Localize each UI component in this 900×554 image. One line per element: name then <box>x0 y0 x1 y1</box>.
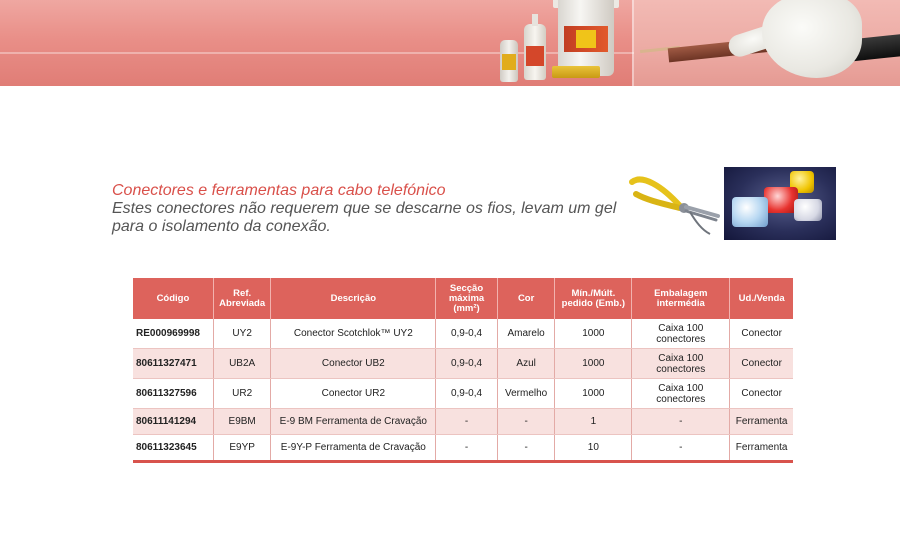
cell-descricao: E-9 BM Ferramenta de Cravação <box>271 409 436 435</box>
red-connector <box>764 187 798 213</box>
top-banner <box>0 0 900 86</box>
cell-cor: Vermelho <box>497 379 555 409</box>
cell-embalagem: - <box>632 409 730 435</box>
cell-embalagem: Caixa 100 conectores <box>632 379 730 409</box>
table-row <box>133 435 793 462</box>
section-subtitle-line1: Estes conectores não requerem que se descarne os fios, levam um gel <box>112 200 617 217</box>
product-table <box>133 278 793 463</box>
bucket <box>558 0 614 76</box>
cell-embalagem: Caixa 100 conectores <box>632 349 730 379</box>
cell-codigo: 80611141294 <box>133 409 213 435</box>
cell-min: 10 <box>555 435 632 462</box>
cell-embalagem: - <box>632 435 730 462</box>
clear-connector <box>794 199 822 221</box>
cell-seccao: 0,9-0,4 <box>436 379 498 409</box>
cell-min: 1 <box>555 409 632 435</box>
table-header-row <box>133 278 793 319</box>
cell-descricao: Conector Scotchlok™ UY2 <box>271 319 436 349</box>
table-row <box>133 349 793 379</box>
cell-cor: - <box>497 409 555 435</box>
cell-embalagem: Caixa 100 conectores <box>632 319 730 349</box>
cell-codigo: 80611327596 <box>133 379 213 409</box>
scotchlok-connectors-photo <box>724 167 836 240</box>
banner-divider <box>632 0 634 86</box>
cell-ref: E9BM <box>213 409 271 435</box>
bottle <box>524 24 546 80</box>
section-subtitle-line2: para o isolamento da conexão. <box>112 218 331 235</box>
cell-cor: - <box>497 435 555 462</box>
cell-descricao: Conector UB2 <box>271 349 436 379</box>
blue-connector <box>732 197 768 227</box>
header-ud: Ud./Venda <box>730 278 793 319</box>
cell-min: 1000 <box>555 379 632 409</box>
header-codigo: Código <box>133 278 213 319</box>
header-min: Mín./Múlt. pedido (Emb.) <box>555 278 632 319</box>
cell-seccao: 0,9-0,4 <box>436 349 498 379</box>
section-title: Conectores e ferramentas para cabo telefónico <box>112 182 446 199</box>
cell-ref: UB2A <box>213 349 271 379</box>
cell-ref: UY2 <box>213 319 271 349</box>
cell-ud: Conector <box>730 379 793 409</box>
cell-seccao: - <box>436 409 498 435</box>
header-embalagem: Embalagem intermédia <box>632 278 730 319</box>
cell-ref: UR2 <box>213 379 271 409</box>
cell-ud: Ferramenta <box>730 435 793 462</box>
table-row <box>133 379 793 409</box>
cell-ud: Ferramenta <box>730 409 793 435</box>
cell-cor: Azul <box>497 349 555 379</box>
header-cor: Cor <box>497 278 555 319</box>
cell-descricao: E-9Y-P Ferramenta de Cravação <box>271 435 436 462</box>
cell-min: 1000 <box>555 319 632 349</box>
cell-seccao: 0,9-0,4 <box>436 319 498 349</box>
cell-ref: E9YP <box>213 435 271 462</box>
cell-min: 1000 <box>555 349 632 379</box>
table-row <box>133 319 793 349</box>
cell-ud: Conector <box>730 349 793 379</box>
cell-codigo: RE000969998 <box>133 319 213 349</box>
header-descricao: Descrição <box>271 278 436 319</box>
header-seccao: Secção máxima (mm²) <box>436 278 498 319</box>
cell-ud: Conector <box>730 319 793 349</box>
pliers-tool-photo <box>628 160 722 240</box>
header-ref: Ref. Abreviada <box>213 278 271 319</box>
small-bottle <box>500 40 518 82</box>
cell-descricao: Conector UR2 <box>271 379 436 409</box>
section-heading <box>112 182 632 236</box>
cell-cor: Amarelo <box>497 319 555 349</box>
cell-codigo: 80611327471 <box>133 349 213 379</box>
tube <box>552 66 600 78</box>
table-row <box>133 409 793 435</box>
cell-codigo: 80611323645 <box>133 435 213 462</box>
cell-seccao: - <box>436 435 498 462</box>
